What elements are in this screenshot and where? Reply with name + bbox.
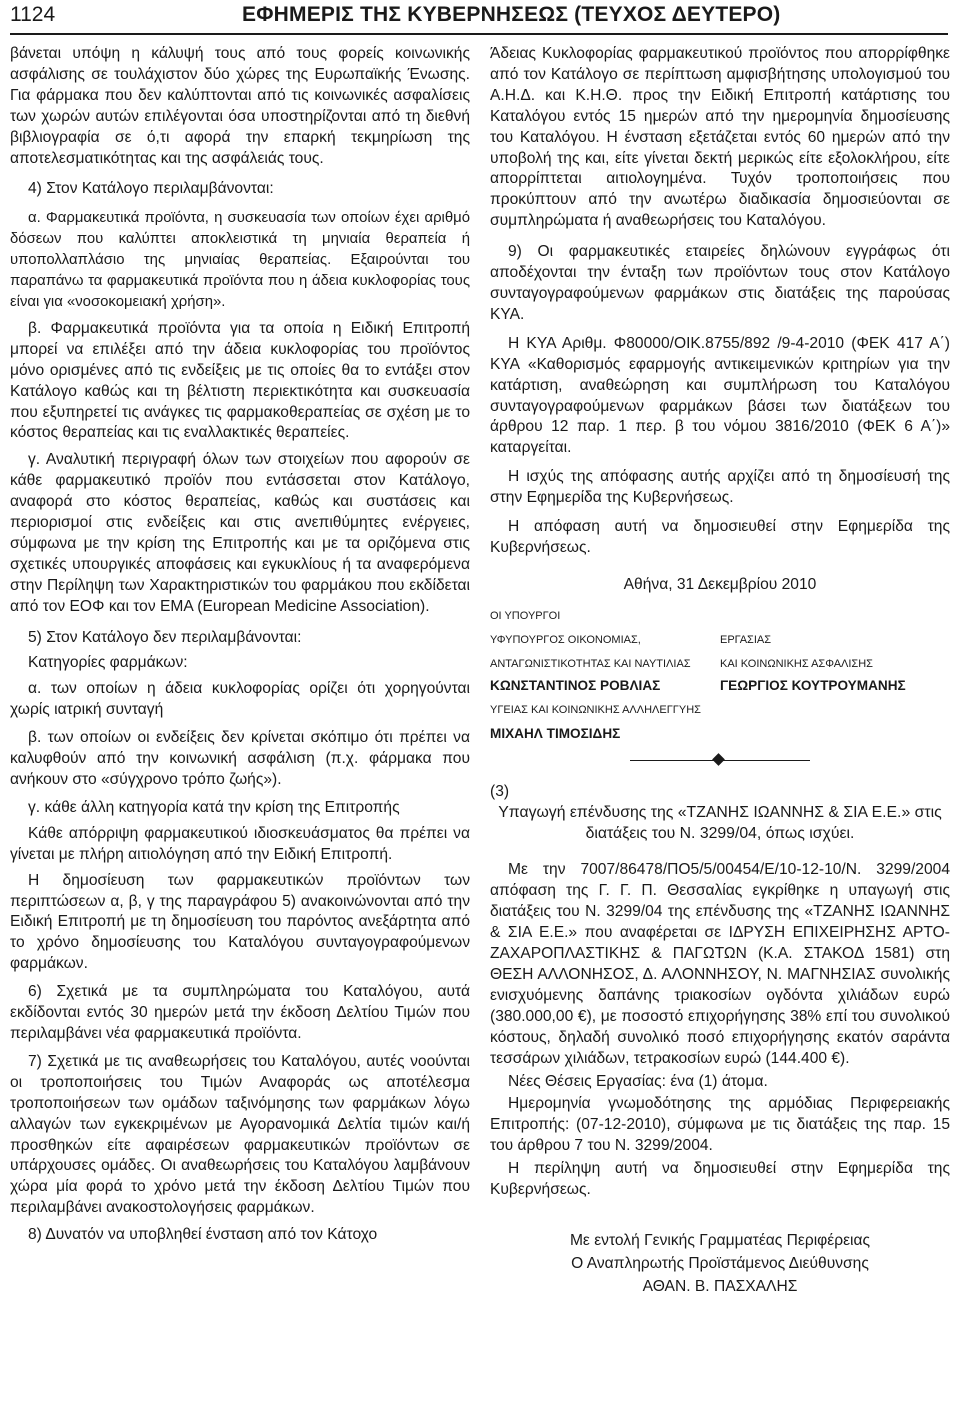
paragraph: 9) Οι φαρμακευτικές εταιρείες δηλώνουν εγγράφως ότι αποδέχονται την ένταξη των προϊόντων τους στον Κατάλογο συνταγογραφούμενων φαρμάκων στις διατάξεις της παρούσας ΚΥΑ. (490, 243, 950, 323)
paragraph: Η ΚΥΑ Αριθμ. Φ80000/ΟΙΚ.8755/892 /9-4-2010 (ΦΕΚ 417 Α΄) ΚΥΑ «Καθορισμός εφαρμογής αντικειμενικών κριτηρίων για την κατάρτιση, αναθεώρηση και συμπλήρωση του Καταλόγου συνταγογραφούμενων φαρμάκων βάσει των διατάξεων του άρθρου 12 παρ. 1 περ. β του νόμου 3816/2010 (ΦΕΚ 6 Α΄)» καταργείται. (490, 334, 950, 457)
left-column (10, 44, 470, 1246)
paragraph: Άδειας Κυκλοφορίας φαρμακευτικού προϊόντος που απορρίφθηκε από τον Κατάλογο σε περίπτωση αμφισβήτησης υπολογισμού του Α.Η.Δ. και Κ.Η.Θ. προς την Ειδική Επιτροπή κατάρτισης του Καταλόγου εντός 15 ημερών από την ημερομηνία δημοσίευσης του Καταλόγου. Η ένσταση εξετάζεται εντός 60 ημερών από την υποβολή της και, είτε γίνεται δεκτή μερικώς είτε εξολοκλήρου, είτε απορρίπτεται αιτιολογημένα. Τυχόν τροποποιήσεις που προκύπτουν από την ανωτέρω διαδικασία δημοσιεύονται σε συμπληρώματα ή αναθεωρήσεις του Καταλόγου. (490, 45, 950, 230)
paragraph: α. των οποίων η άδεια κυκλοφορίας ορίζει ότι χορηγούνται χωρίς ιατρική συνταγή (10, 680, 470, 719)
paragraph: Η απόφαση αυτή να δημοσιευθεί στην Εφημερίδα της Κυβερνήσεως. (490, 518, 950, 556)
paragraph: 8) Δυνατόν να υποβληθεί ένσταση από τον Κάτοχο (28, 1226, 378, 1244)
paragraph: Νέες Θέσεις Εργασίας: ένα (1) άτομα. (508, 1072, 768, 1090)
paragraph: Η δημοσίευση των φαρμακευτικών προϊόντων των περιπτώσεων α, β, γ της παραγράφου 5) ανακοινώνονται από την Ειδική Επιτροπή με τη δημοσίευση του παρόντος ανεξάρτητα από το χρόνο δημοσίευσης του Καταλόγου συνταγογραφούμενων φαρμάκων. (10, 871, 470, 973)
closing-line: Με εντολή Γενικής Γραμματέας Περιφέρειας (569, 1231, 871, 1249)
paragraph: β. των οποίων οι ενδείξεις δεν κρίνεται σκόπιμο ότι πρέπει να καλυφθούν από την κοινωνική ασφάλιση (π.χ. φάρμακα που ανήκουν στο «σύγχρονο τρόπο ζωής»). (10, 729, 470, 788)
gazette-title: ΕΦΗΜΕΡΙΣ ΤΗΣ ΚΥΒΕΡΝΗΣΕΩΣ (ΤΕΥΧΟΣ ΔΕΥΤΕΡΟ) (242, 3, 781, 26)
paragraph: Κάθε απόρριψη φαρμακευτικού ιδιοσκευάσματος θα πρέπει να γίνεται με πλήρη αιτιολόγηση από την Ειδική Επιτροπή. (10, 824, 470, 863)
right-column (490, 44, 950, 1298)
notice-title: Υπαγωγή επένδυσης της «ΤΖΑΝΗΣ ΙΩΑΝΝΗΣ & ΣΙΑ Ε.Ε.» στις διατάξεις του Ν. 3299/04, όπως ισχύει. (498, 803, 942, 842)
signature-name: ΚΩΝΣΤΑΝΤΙΝΟΣ ΡΟΒΛΙΑΣ (490, 677, 661, 693)
notice-number: (3) (490, 782, 510, 800)
paragraph: Η ισχύς της απόφασης αυτής αρχίζει από τη δημοσίευσή της στην Εφημερίδα της Κυβερνήσεως. (490, 468, 950, 507)
signature-title: ΥΓΕΙΑΣ ΚΑΙ ΚΟΙΝΩΝΙΚΗΣ ΑΛΛΗΛΕΓΓΥΗΣ (490, 703, 701, 716)
place-date: Αθήνα, 31 Δεκεμβρίου 2010 (623, 575, 817, 593)
closing-line: Ο Αναπληρωτής Προϊστάμενος Διεύθυνσης (571, 1254, 869, 1272)
paragraph: Με την 7007/86478/ΠΟ5/5/00454/Ε/10-12-10/Ν. 3299/2004 απόφαση της Γ. Γ. Π. Θεσσαλίας εγκρίθηκε η υπαγωγή στις διατάξεις του Ν. 3299/04 της επένδυσης της «ΤΖΑΝΗΣ ΙΩΑΝΝΗΣ & ΣΙΑ Ε.Ε.» που αναφέρεται σε ΙΔΡΥΣΗ ΕΠΙΧΕΙΡΗΣΗΣ ΑΡΤΟ-ΖΑΧΑΡΟΠΛΑΣΤΙΚΗΣ & ΠΑΓΩΤΩΝ (Κ.Α. ΣΤΑΚΟΔ 1581) στη ΘΕΣΗ ΑΛΛΟΝΗΣΟΣ, Δ. ΑΛΟΝΝΗΣΟΥ, Ν. ΜΑΓΝΗΣΙΑΣ συνολικής ενισχυόμενης δαπάνης τριακοσίων ογδόντα χιλιάδων ευρώ (380.000,00 €), με ποσοστό επιχορήγησης 38% επί του συνολικού κόστους, δηλαδή συνολικό ποσό επιχορήγησης εκατόν σαράντα τεσσάρων χιλιάδων, τετρακοσίων ευρώ (144.400 €). (490, 861, 950, 1067)
paragraph: 4) Στον Κατάλογο περιλαμβάνονται: (28, 180, 274, 198)
paragraph: α. Φαρμακευτικά προϊόντα, η συσκευασία των οποίων έχει αριθμό δόσεων που καλύπτει αποκλειστικά τη μηνιαία θεραπεία ή υποπολλαπλάσιο της μηνιαίας θεραπείας. Εξαιρούνται του παραπάνω τα φαρμακευτικά προϊόντα που η άδεια κυκλοφορίας τους είναι για «νοσοκομειακή χρήση». (10, 210, 470, 310)
paragraph: 7) Σχετικά με τις αναθεωρήσεις του Καταλόγου, αυτές νοούνται οι τροποποιήσεις του Τιμών Αναφοράς ως αποτέλεσμα τροποποιήσεων των ομάδων ταξινόμησης των φαρμάκων λόγω αλλαγών των εγκεκριμένων με Αγορανομικά Δελτία τιμών και/ή προσθηκών είτε αφαιρέσεων φαρμακευτικών προϊόντων σε υπάρχουσες ομάδες. Οι αναθεωρήσεις του Καταλόγου λαμβάνουν χώρα μία φορά το χρόνο μετά την έκδοση Δελτίου Τιμών που περιλαμβάνει ανακοστολογήσεις φαρμάκων. (10, 1052, 470, 1217)
signature-name: ΜΙΧΑΗΛ ΤΙΜΟΣΙΔΗΣ (490, 725, 621, 741)
signature-row (490, 632, 950, 696)
paragraph: γ. Αναλυτική περιγραφή όλων των στοιχείων που αφορούν σε κάθε φαρμακευτικό προϊόν που εντάσσεται στον Κατάλογο, αναφορά στο κόστος θεραπείας, καθώς και συστάσεις και περιορισμοί στις ενδείξεις και στις ανεπιθύμητες ενέργειες, σύμφωνα με την κρίση της Επιτροπής και με τα οριζόμενα στις σχετικές υπουργικές αποφάσεις και εγκυκλίους ή τα αναφερόμενα στην Περίληψη των Χαρακτηριστικών του φαρμάκου που εκδίδεται από τον ΕΟΦ και τον ΕΜΑ (European Medicine Association). (10, 451, 470, 615)
signature-right (720, 632, 950, 696)
signature-name: ΓΕΩΡΓΙΟΣ ΚΟΥΤΡΟΥΜΑΝΗΣ (720, 677, 906, 693)
signature-title: ΚΑΙ ΚΟΙΝΩΝΙΚΗΣ ΑΣΦΑΛΙΣΗΣ (720, 657, 873, 670)
paragraph: γ. κάθε άλλη κατηγορία κατά την κρίση της Επιτροπής (28, 798, 400, 816)
closing-signatory: ΑΘΑΝ. Β. ΠΑΣΧΑΛΗΣ (642, 1277, 798, 1295)
paragraph: β. Φαρμακευτικά προϊόντα για τα οποία η Ειδική Επιτροπή μπορεί να επιλέξει από την άδεια κυκλοφορίας του προϊόντος μόνο ορισμένες από τις ενδείξεις με τις οποίες θα το εντάξει στον Κατάλογο καθώς και τη βέλτιστη περιεκτικότητα και συσκευασία που εξυπηρετεί τις ανάγκες τις φαρμακοθεραπείας σε σχέση με το κόστος θεραπείας και τις εναλλακτικές θεραπείες. (10, 319, 470, 442)
diamond-icon (712, 753, 725, 766)
paragraph: 5) Στον Κατάλογο δεν περιλαμβάνονται: (28, 628, 302, 646)
paragraph: Η περίληψη αυτή να δημοσιευθεί στην Εφημερίδα της Κυβερνήσεως. (490, 1160, 950, 1199)
page-header (10, 0, 948, 34)
signature-title: ΑΝΤΑΓΩΝΙΣΤΙΚΟΤΗΤΑΣ ΚΑΙ ΝΑΥΤΙΛΙΑΣ (490, 657, 691, 670)
paragraph: Ημερομηνία γνωμοδότησης της αρμόδιας Περιφερειακής Επιτροπής: (07-12-2010), σύμφωνα με τις διατάξεις της παρ. 15 του άρθρου 7 του Ν. 3299/2004. (490, 1095, 950, 1155)
page-number: 1124 (10, 3, 56, 26)
signature-title: ΥΦΥΠΟΥΡΓΟΣ ΟΙΚΟΝΟΜΙΑΣ, (490, 633, 641, 646)
paragraph: βάνεται υπόψη η κάλυψή τους από τους φορείς κοινωνικής ασφάλισης σε τουλάχιστον δύο χώρες της Ευρωπαϊκής Ένωσης. Για φάρμακα που δεν καλύπτονται από τις κοινωνικές ασφαλίσεις των χωρών αυτών επιλέγονται όσα υποστηρίζονται από τη διεθνή βιβλιογραφία σε ό,τι αφορά την επαρκή τεκμηρίωση της αποτελεσματικότητας και της ασφάλειάς τους. (10, 45, 470, 167)
header-rule (10, 33, 948, 35)
signature-title: ΕΡΓΑΣΙΑΣ (720, 633, 772, 646)
paragraph: 6) Σχετικά με τα συμπληρώματα του Καταλόγου, αυτά εκδίδονται εντός 30 ημερών μετά την έκδοση Δελτίου Τιμών που περιλαμβάνει νέα φαρμακευτικά προϊόντα. (10, 983, 470, 1042)
signature-left (490, 632, 720, 696)
ministers-label: ΟΙ ΥΠΟΥΡΓΟΙ (490, 609, 561, 622)
section-divider (490, 754, 950, 768)
paragraph: Κατηγορίες φαρμάκων: (28, 654, 188, 672)
